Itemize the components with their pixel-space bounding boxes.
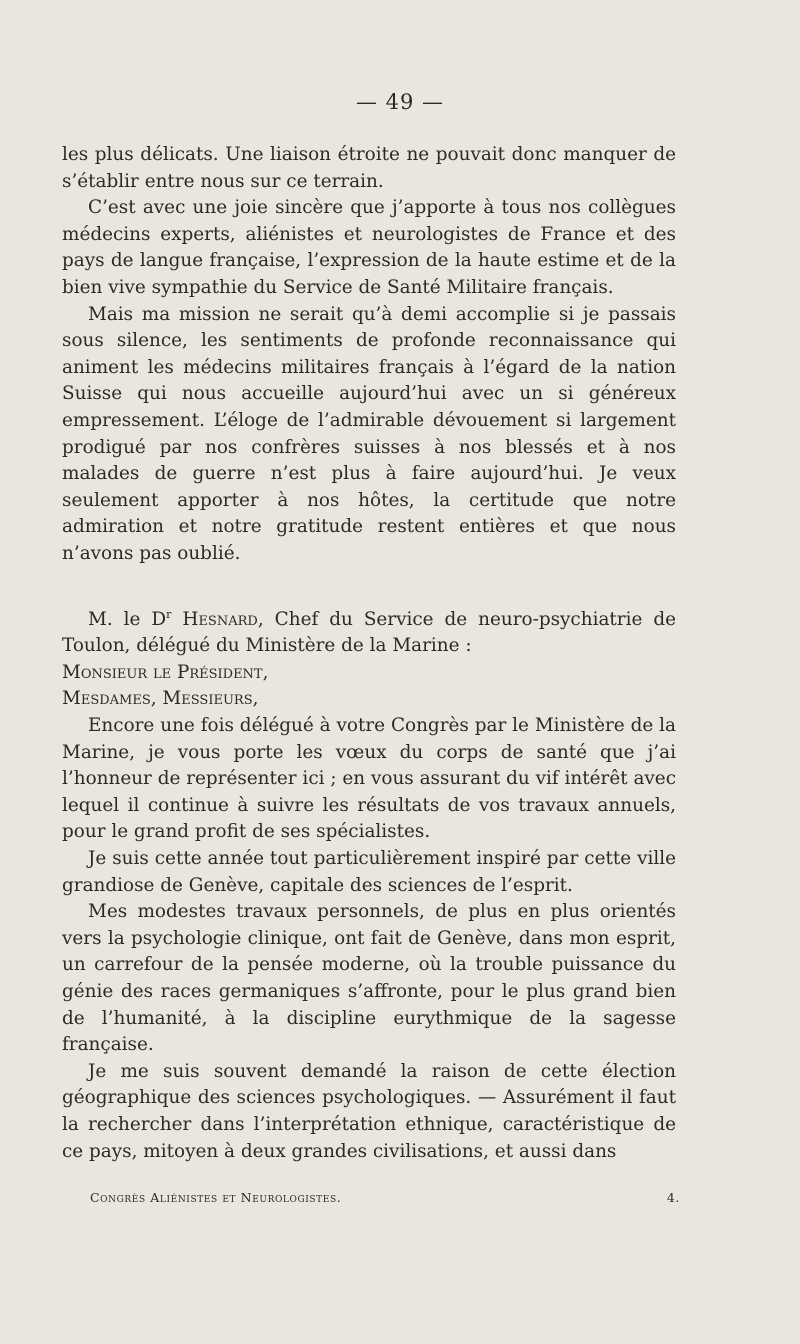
footer-title: Congrès Aliénistes et Neurologistes. [90, 1190, 342, 1205]
paragraph: les plus délicats. Une liaison étroite ne pouvait donc manquer de s’établir entre nous sur ce terrain. [62, 144, 676, 192]
salutation-line: Monsieur le Président, [62, 661, 269, 683]
paragraph: Encore une fois délégué à votre Congrès par le Ministère de la Marine, je vous porte les vœux du corps de santé que j’ai l’honneur de représenter ici ; en vous assurant du vif intérêt avec lequel il continue à suivre les résultats de vos travaux annuels, pour le grand profit de ses spécialistes. [62, 715, 676, 843]
salutation-line: Mesdames, Messieurs, [62, 688, 259, 710]
speaker-intro [62, 602, 676, 660]
speaker-prefix: M. le D [88, 608, 167, 630]
speaker-description: , Chef du Service de neuro-psychiatrie de Toulon, délégué du Ministère de la Marine : [62, 608, 676, 657]
body-text [62, 142, 676, 1165]
speaker-name: Hesnard [182, 608, 258, 630]
section-gap [62, 568, 676, 602]
footer [90, 1190, 680, 1205]
speaker-prefix-sup: r [166, 607, 172, 621]
page-number: — 49 — [355, 90, 445, 114]
paragraph: Je me suis souvent demandé la raison de cette élection géographique des sciences psychologiques. — Assurément il faut la rechercher dans l’interprétation ethnique, caractéristique de ce pays, mitoyen à deux grandes civilisations, et aussi dans [62, 1060, 676, 1162]
paragraph: C’est avec une joie sincère que j’apporte à tous nos collègues médecins experts, aliénistes et neurologistes de France et des pays de langue française, l’expression de la haute estime et de la bien vive sympathie du Service de Santé Militaire français. [62, 197, 676, 298]
paragraph: Mes modestes travaux personnels, de plus en plus orientés vers la psychologie clinique, ont fait de Genève, dans mon esprit, un carrefour de la pensée moderne, où la trouble puissance du génie des races germaniques s’affronte, pour le plus grand bien de l’humanité, à la discipline eurythmique de la sagesse française. [62, 901, 676, 1056]
paragraph: Mais ma mission ne serait qu’à demi accomplie si je passais sous silence, les sentiments de profonde reconnaissance qui animent les médecins militaires français à l’égard de la nation Suisse qui nous accueille aujourd’hui avec un si généreux empressement. L’éloge de l’admirable dévouement si largement prodigué par nos confrères suisses à nos blessés et à nos malades de guerre n’est plus à faire aujourd’hui. Je veux seulement apporter à nos hôtes, la certitude que notre admiration et notre gratitude restent entières et que nous n’avons pas oublié. [62, 303, 676, 564]
signature-mark: 4. [666, 1190, 680, 1205]
paragraph: Je suis cette année tout particulièrement inspiré par cette ville grandiose de Genève, capitale des sciences de l’esprit. [62, 847, 676, 896]
